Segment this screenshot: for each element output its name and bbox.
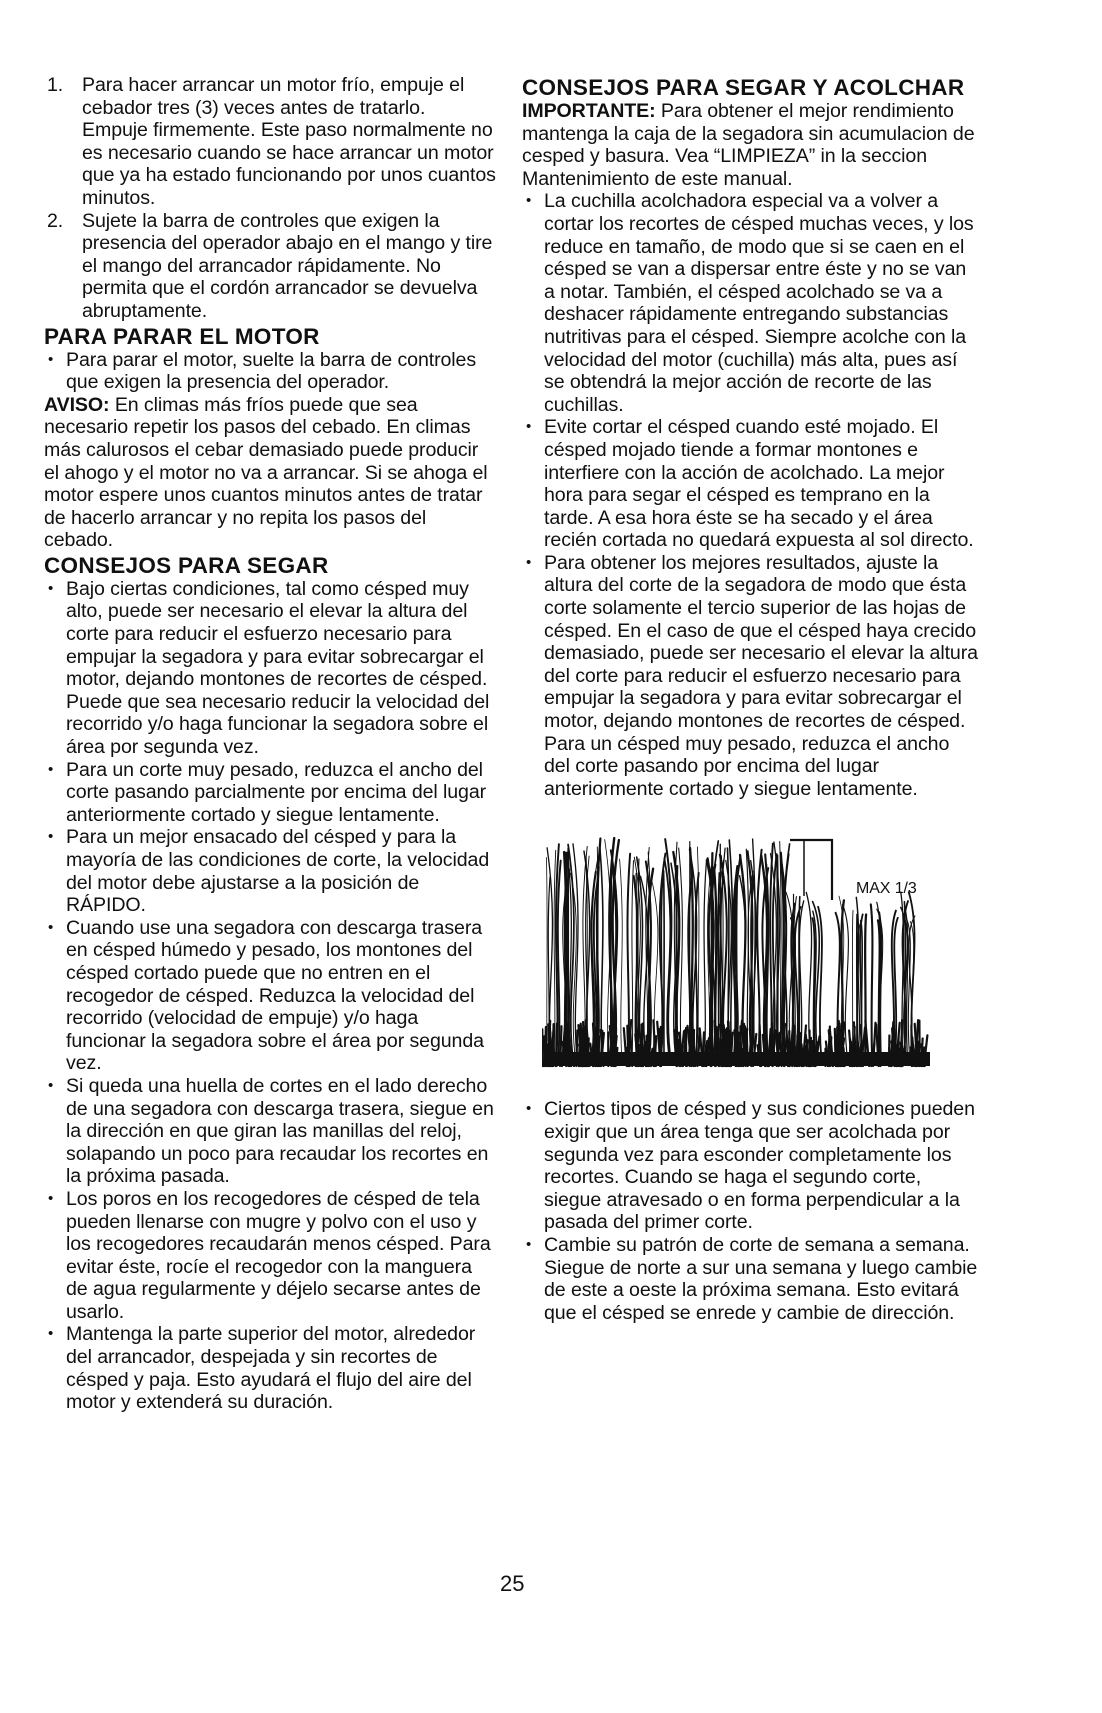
list-item: • Para parar el motor, suelte la barra de controles que exigen la presencia del operador. <box>44 349 496 394</box>
important-paragraph <box>522 100 980 190</box>
step-item <box>44 74 496 210</box>
list-item: • Para un corte muy pesado, reduzca el ancho del corte pasando parcialmente por encima del lugar anteriormente cortado y siegue lentamente. <box>44 759 496 827</box>
list-item: • Ciertos tipos de césped y sus condiciones pueden exigir que un área tenga que ser acolchada por segunda vez para esconder completamente los recortes. Cuando se haga el segundo corte, siegue atravesado o en forma perpendicular a la pasada del primer corte. <box>522 1098 980 1234</box>
list-item: • Cambie su patrón de corte de semana a semana. Siegue de norte a sur una semana y luego cambie de este a oeste la próxima semana. Esto evitará que el césped se enrede y cambie de dirección. <box>522 1234 980 1324</box>
list-item: • Mantenga la parte superior del motor, alrededor del arrancador, despejada y sin recortes de césped y paja. Esto ayudará el flujo del aire del motor y extenderá su duración. <box>44 1323 496 1413</box>
list-item: • Los poros en los recogedores de césped de tela pueden llenarse con mugre y polvo con el uso y los recogedores recaudarán menos césped. Para evitar éste, rocíe el recogedor con la manguera de agua regularmente y déjelo secarse antes de usarlo. <box>44 1188 496 1324</box>
list-item: • Cuando use una segadora con descarga trasera en césped húmedo y pesado, los montones del césped cortado puede que no entren en el recogedor de césped. Reduzca la velocidad del recorrido (velocidad de empuje) y/o haga funcionar la segadora sobre el área por segunda vez. <box>44 917 496 1075</box>
grass-illustration-graphic <box>542 830 932 1070</box>
step-number: 1. <box>47 74 64 96</box>
step-item <box>44 210 496 323</box>
step-number: 2. <box>47 209 64 232</box>
list-item: • Evite cortar el césped cuando esté mojado. El césped mojado tiende a formar montones e interfiere con la acción de acolchado. La mejor hora para segar el césped es temprano en la tarde. A esa hora éste se ha secado y el área recién cortada no quedará expuesta al sol directo. <box>522 416 980 552</box>
mowing-tips-list <box>44 578 496 1414</box>
stop-engine-heading: PARA PARAR EL MOTOR <box>44 323 320 349</box>
right-column <box>522 74 980 1324</box>
list-item: • Para un mejor ensacado del césped y para la mayoría de las condiciones de corte, la velocidad del motor debe ajustarse a la posición de RÁPIDO. <box>44 826 496 916</box>
grass-height-illustration <box>542 830 932 1070</box>
aviso-text: En climas más fríos puede que sea necesario repetir los pasos del cebado. En climas más calurosos el cebar demasiado puede producir el ahogo y el motor no va a arrancar. Si se ahoga el motor espere unos cuantos minutos antes de tratar de hacerlo arrancar y no repita los pasos del cebado. <box>44 393 488 552</box>
step-text: Para hacer arrancar un motor frío, empuje el cebador tres (3) veces antes de tratarlo. Empuje firmemente. Este paso normalmente no es necesario cuando se hace arrancar un motor que ya ha estado funcionando por unos cuantos minutos. <box>82 74 496 209</box>
step-text: Sujete la barra de controles que exigen la presencia del operador abajo en el mango y tire el mango del arrancador rápidamente. No permita que el cordón arrancador se devuelva abruptamente. <box>82 209 493 322</box>
max-third-label: MAX 1/3 <box>856 880 917 898</box>
aviso-label: AVISO: <box>44 393 110 416</box>
stop-engine-list <box>44 349 496 394</box>
list-item: • Bajo ciertas condiciones, tal como césped muy alto, puede ser necesario el elevar la altura del corte para reducir el esfuerzo necesario para empujar la segadora y para evitar sobrecargar el motor, dejando montones de recortes de césped. Puede que sea necesario reducir la velocidad del recorrido y/o haga funcionar la segadora sobre el área por segunda vez. <box>44 578 496 759</box>
important-text: Para obtener el mejor rendimiento mantenga la caja de la segadora sin acumulacion de cesped y basura. Vea “LIMPIEZA” in la seccion Mantenimiento de este manual. <box>522 100 975 190</box>
important-label: IMPORTANTE: <box>522 100 656 122</box>
list-item: • La cuchilla acolchadora especial va a volver a cortar los recortes de césped muchas veces, y los reduce en tamaño, de modo que si se caen en el césped se van a dispersar entre éste y no se van a notar. También, el césped acolchado se va a deshacer rápidamente entregando substancias nutritivas para el césped. Siempre acolche con la velocidad del motor (cuchilla) más alta, pues así se obtendrá la mejor acción de recorte de las cuchillas. <box>522 190 980 416</box>
aviso-paragraph <box>44 394 496 552</box>
list-item: • Para obtener los mejores resultados, ajuste la altura del corte de la segadora de modo que ésta corte solamente el tercio superior de las hojas de césped. En el caso de que el césped haya crecido demasiado, puede ser necesario el elevar la altura del corte para reducir el esfuerzo necesario para empujar la segadora y para evitar sobrecargar el motor, dejando montones de recortes de césped. Para un césped muy pesado, reduzca el ancho del corte pasando por encima del lugar anteriormente cortado y siegue lentamente. <box>522 552 980 801</box>
mowing-tips-heading: CONSEJOS PARA SEGAR <box>44 552 329 578</box>
mulching-tips-heading: CONSEJOS PARA SEGAR Y ACOLCHAR <box>522 75 965 100</box>
list-item: • Si queda una huella de cortes en el lado derecho de una segadora con descarga trasera, siegue en la dirección en que giran las manillas del reloj, solapando un poco para recaudar los recortes en la próxima pasada. <box>44 1075 496 1188</box>
left-column <box>44 74 496 1414</box>
start-steps-list <box>44 74 496 323</box>
mulching-tips-list-continued <box>522 1098 980 1324</box>
mulching-tips-list <box>522 190 980 800</box>
page-number: 25 <box>500 1571 525 1596</box>
